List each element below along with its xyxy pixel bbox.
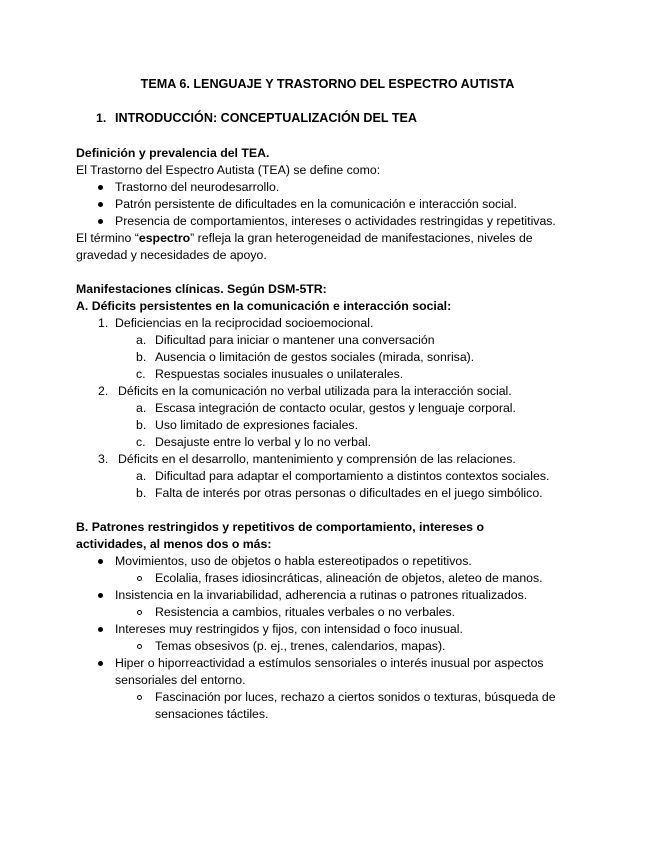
b-sub-item: Ecolalia, frases idiosincráticas, alineación de objetos, aleteo de manos. xyxy=(155,571,543,585)
bullet-icon xyxy=(98,593,103,598)
b-list-item: Movimientos, uso de objetos o habla estereotipados o repetitivos. xyxy=(115,554,472,568)
sub-list-item: Desajuste entre lo verbal y lo no verbal. xyxy=(155,435,371,449)
espectro-term: espectro xyxy=(138,231,191,245)
document-title: TEMA 6. LENGUAJE Y TRASTORNO DEL ESPECTRO AUTISTA xyxy=(140,77,515,91)
definicion-bullet: Patrón persistente de dificultades en la comunicación e interacción social. xyxy=(115,197,517,211)
bullet-icon xyxy=(98,559,103,564)
definicion-bullet: Trastorno del neurodesarrollo. xyxy=(115,180,280,194)
circle-bullet-icon xyxy=(137,610,142,615)
espectro-pre: El término “ xyxy=(76,231,139,245)
bullet-icon xyxy=(98,202,103,207)
espectro-paragraph xyxy=(76,230,533,247)
sub-list-item: Dificultad para iniciar o mantener una conversación xyxy=(155,333,435,347)
circle-bullet-icon xyxy=(137,695,142,700)
sub-list-item: Falta de interés por otras personas o dificultades en el juego simbólico. xyxy=(155,486,543,500)
b-list-item: Insistencia en la invariabilidad, adherencia a rutinas o patrones ritualizados. xyxy=(115,588,528,602)
list-letter: c. xyxy=(136,435,146,449)
section-number: 1. xyxy=(96,111,107,125)
subheading-b-line2: actividades, al menos dos o más: xyxy=(76,537,272,551)
definicion-bullet: Presencia de comportamientos, intereses o actividades restringidas y repetitivas. xyxy=(115,214,556,228)
list-item: Déficits en la comunicación no verbal utilizada para la interacción social. xyxy=(118,384,512,398)
b-sub-item: Fascinación por luces, rechazo a ciertos sonidos o texturas, búsqueda de xyxy=(155,690,556,704)
bullet-icon xyxy=(98,219,103,224)
b-sub-item: Resistencia a cambios, rituales verbales o no verbales. xyxy=(155,605,456,619)
circle-bullet-icon xyxy=(137,644,142,649)
bullet-icon xyxy=(98,627,103,632)
b-sub-item-line2: sensaciones táctiles. xyxy=(155,707,269,721)
b-sub-item: Temas obsesivos (p. ej., trenes, calendarios, mapas). xyxy=(155,639,446,653)
bullet-icon xyxy=(98,661,103,666)
espectro-paragraph-line2: gravedad y necesidades de apoyo. xyxy=(76,248,267,262)
list-letter: a. xyxy=(136,333,147,347)
circle-bullet-icon xyxy=(137,576,142,581)
list-item: Déficits en el desarrollo, mantenimiento y comprensión de las relaciones. xyxy=(118,452,516,466)
b-list-item-line2: sensoriales del entorno. xyxy=(115,673,246,687)
list-letter: a. xyxy=(136,401,147,415)
manifestaciones-heading: Manifestaciones clínicas. Según DSM-5TR: xyxy=(76,282,327,296)
subheading-b: B. Patrones restringidos y repetitivos de comportamiento, intereses o xyxy=(76,520,484,534)
list-item: Deficiencias en la reciprocidad socioemocional. xyxy=(115,316,374,330)
list-letter: b. xyxy=(136,350,147,364)
espectro-post: ” refleja la gran heterogeneidad de manifestaciones, niveles de xyxy=(190,231,533,245)
list-letter: b. xyxy=(136,486,147,500)
list-number: 2. xyxy=(98,384,109,398)
definicion-intro: El Trastorno del Espectro Autista (TEA) se define como: xyxy=(76,163,381,177)
sub-list-item: Uso limitado de expresiones faciales. xyxy=(155,418,359,432)
sub-list-item: Dificultad para adaptar el comportamiento a distintos contextos sociales. xyxy=(155,469,550,483)
subheading-a: A. Déficits persistentes en la comunicación e interacción social: xyxy=(76,299,452,313)
section-heading: INTRODUCCIÓN: CONCEPTUALIZACIÓN DEL TEA xyxy=(115,111,418,125)
list-number: 1. xyxy=(98,316,109,330)
sub-list-item: Escasa integración de contacto ocular, gestos y lenguaje corporal. xyxy=(155,401,516,415)
list-letter: c. xyxy=(136,367,146,381)
list-number: 3. xyxy=(98,452,109,466)
list-letter: a. xyxy=(136,469,147,483)
list-letter: b. xyxy=(136,418,147,432)
definicion-heading: Definición y prevalencia del TEA. xyxy=(76,146,270,160)
sub-list-item: Ausencia o limitación de gestos sociales (mirada, sonrisa). xyxy=(155,350,475,364)
b-list-item: Intereses muy restringidos y fijos, con intensidad o foco inusual. xyxy=(115,622,463,636)
sub-list-item: Respuestas sociales inusuales o unilaterales. xyxy=(155,367,404,381)
bullet-icon xyxy=(98,185,103,190)
b-list-item: Hiper o hiporreactividad a estímulos sensoriales o interés inusual por aspectos xyxy=(115,656,544,670)
